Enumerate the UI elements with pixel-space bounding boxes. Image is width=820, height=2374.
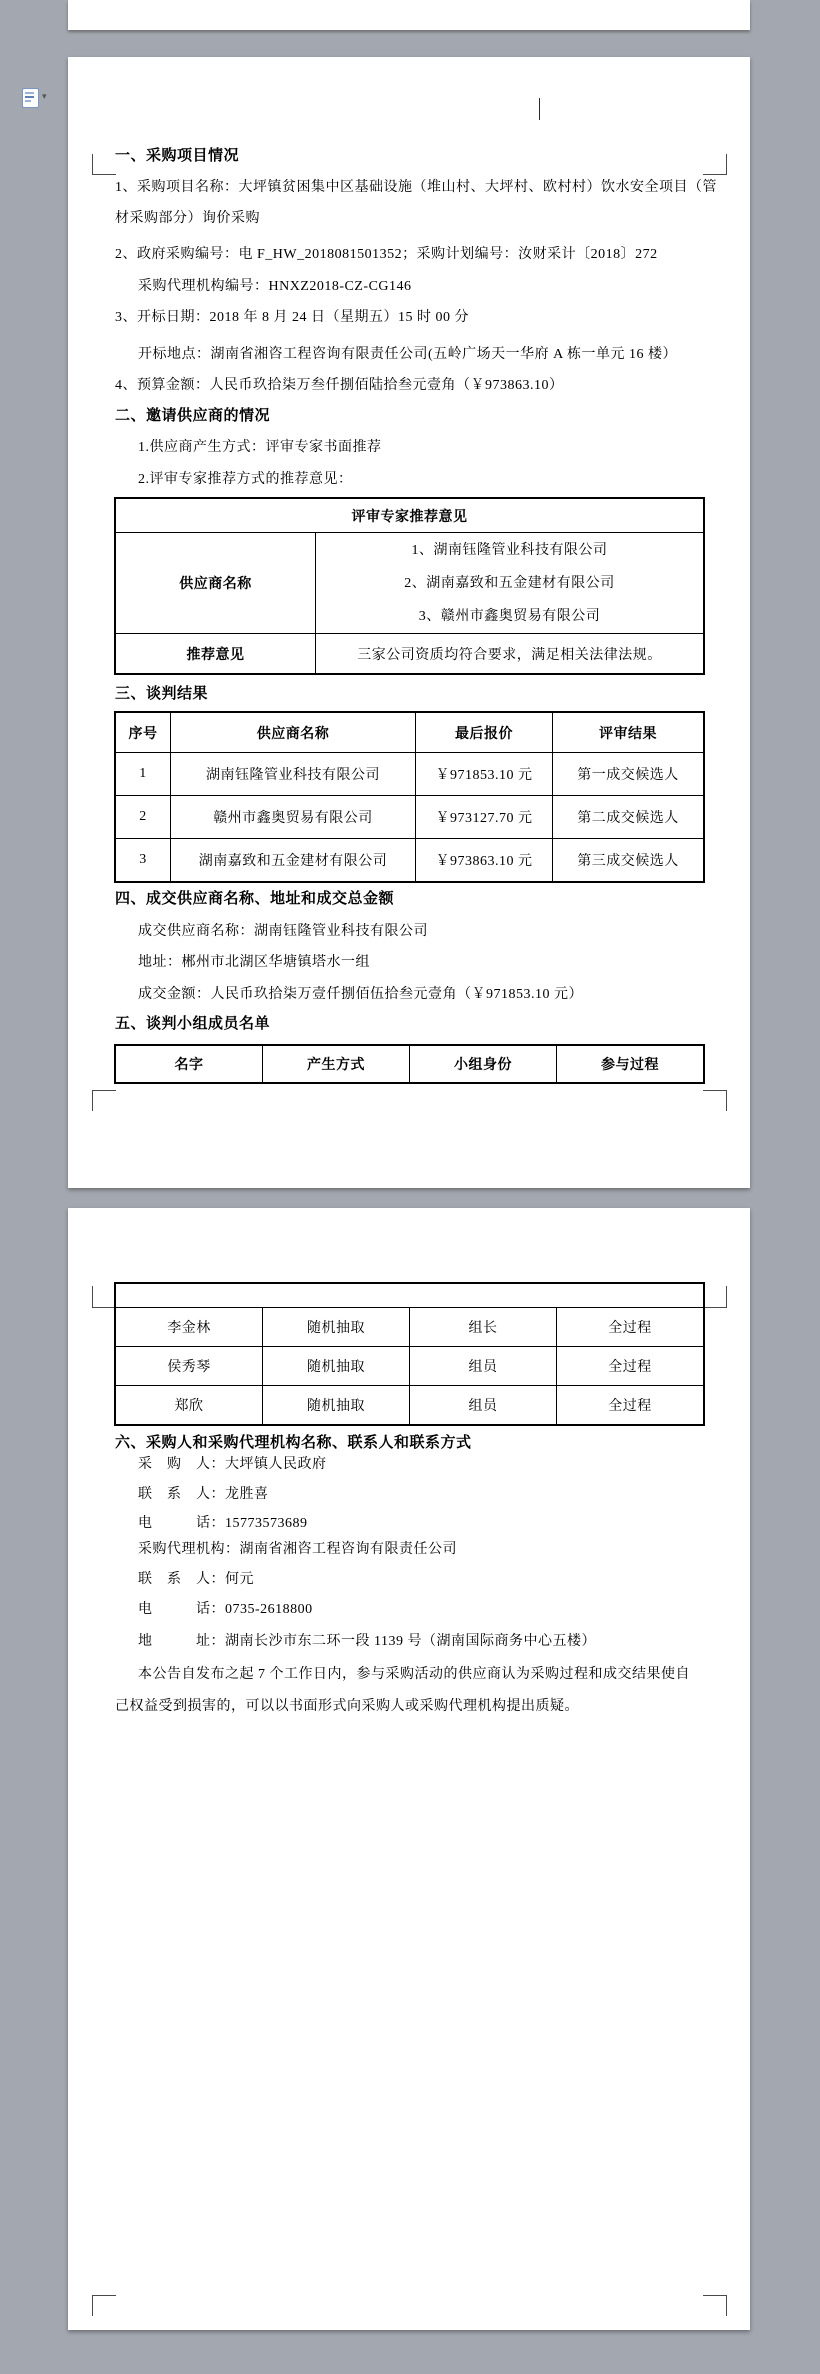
column-header: 序号	[116, 713, 171, 753]
margin-mark	[726, 154, 727, 175]
cell-name: 李金林	[116, 1308, 263, 1347]
expert-recommendation-table	[115, 498, 704, 674]
cell-supplier: 湖南嘉致和五金建材有限公司	[171, 839, 416, 882]
margin-mark	[92, 1286, 93, 1308]
cell-participation: 全过程	[557, 1386, 704, 1425]
para-line: 2.评审专家推荐方式的推荐意见：	[138, 472, 353, 487]
cell-seq: 1	[116, 753, 171, 796]
cell-role: 组员	[410, 1386, 557, 1425]
text-cursor	[539, 98, 540, 120]
cell-method: 随机抽取	[263, 1308, 410, 1347]
para-line: 3、开标日期：2018 年 8 月 24 日（星期五）15 时 00 分	[115, 310, 469, 325]
contact-line: 采购代理机构：湖南省湘咨工程咨询有限责任公司	[138, 1542, 457, 1557]
cell-supplier: 赣州市鑫奥贸易有限公司	[171, 796, 416, 839]
column-header: 小组身份	[410, 1046, 557, 1083]
para-line: 4、预算金额：人民币玖拾柒万叁仟捌佰陆拾叁元壹角（￥973863.10）	[115, 378, 564, 393]
supplier-line: 3、赣州市鑫奥贸易有限公司	[418, 608, 601, 624]
contact-line: 联 系 人：何元	[138, 1572, 254, 1587]
empty-cell	[116, 1284, 704, 1308]
section-heading-6: 六、采购人和采购代理机构名称、联系人和联系方式	[115, 1435, 472, 1451]
page-2[interactable]	[68, 1208, 750, 2330]
cell-result: 第二成交候选人	[553, 796, 704, 839]
margin-mark	[92, 1090, 116, 1091]
column-header: 评审结果	[553, 713, 704, 753]
previous-page-bottom	[68, 0, 750, 30]
table-row	[116, 1386, 704, 1425]
margin-mark	[92, 2295, 116, 2296]
row-label-cell: 推荐意见	[116, 634, 316, 674]
section-heading-2: 二、邀请供应商的情况	[115, 408, 271, 424]
suppliers-cell	[316, 533, 704, 634]
section-heading-5: 五、谈判小组成员名单	[115, 1016, 271, 1032]
para-line: 成交金额：人民币玖拾柒万壹仟捌佰伍拾叁元壹角（￥971853.10 元）	[138, 987, 583, 1002]
para-line: 开标地点：湖南省湘咨工程咨询有限责任公司(五岭广场天一华府 A 栋一单元 16 楼）	[138, 347, 677, 362]
para-line: 采购代理机构编号：HNXZ2018-CZ-CG146	[138, 279, 412, 294]
table-row	[116, 753, 704, 796]
table-row	[116, 839, 704, 882]
margin-mark	[703, 174, 727, 175]
supplier-line: 1、湖南钰隆管业科技有限公司	[411, 542, 608, 558]
cell-price: ￥971853.10 元	[416, 753, 553, 796]
section-heading-4: 四、成交供应商名称、地址和成交总金额	[115, 891, 395, 907]
column-header: 产生方式	[263, 1046, 410, 1083]
cell-seq: 2	[116, 796, 171, 839]
chevron-down-icon[interactable]: ▾	[42, 92, 47, 102]
margin-mark	[703, 1307, 727, 1308]
cell-method: 随机抽取	[263, 1347, 410, 1386]
page-1[interactable]	[68, 57, 750, 1188]
cell-participation: 全过程	[557, 1308, 704, 1347]
contact-line: 电 话：15773573689	[138, 1516, 308, 1531]
cell-result: 第三成交候选人	[553, 839, 704, 882]
para-line: 地址：郴州市北湖区华塘镇塔水一组	[138, 955, 370, 970]
cell-result: 第一成交候选人	[553, 753, 704, 796]
para-line: 2、政府采购编号：电 F_HW_2018081501352；采购计划编号：汝财采计〔2018〕272	[115, 247, 658, 262]
table-continuation-empty-row	[116, 1284, 704, 1308]
margin-mark	[703, 2295, 727, 2296]
column-header: 最后报价	[416, 713, 553, 753]
cell-supplier: 湖南钰隆管业科技有限公司	[171, 753, 416, 796]
section-heading-3: 三、谈判结果	[115, 686, 209, 702]
supplier-line: 2、湖南嘉致和五金建材有限公司	[404, 575, 615, 591]
cell-name: 侯秀琴	[116, 1347, 263, 1386]
contact-line: 采 购 人：大坪镇人民政府	[138, 1457, 327, 1472]
table-row	[116, 1308, 704, 1347]
cell-participation: 全过程	[557, 1347, 704, 1386]
contact-line: 电 话：0735-2618800	[138, 1602, 313, 1617]
column-header: 名字	[116, 1046, 263, 1083]
opinion-cell: 三家公司资质均符合要求，满足相关法律法规。	[316, 634, 704, 674]
margin-mark	[726, 1286, 727, 1308]
margin-mark	[703, 1090, 727, 1091]
margin-mark	[92, 1307, 116, 1308]
team-table-continued	[115, 1283, 704, 1425]
notice-line: 本公告自发布之起 7 个工作日内，参与采购活动的供应商认为采购过程和成交结果使自	[138, 1667, 690, 1682]
para-line: 成交供应商名称：湖南钰隆管业科技有限公司	[138, 924, 428, 939]
cell-seq: 3	[116, 839, 171, 882]
column-header: 供应商名称	[171, 713, 416, 753]
row-label-cell: 供应商名称	[116, 533, 316, 634]
margin-mark	[726, 1090, 727, 1111]
margin-mark	[726, 2295, 727, 2316]
contact-line: 联 系 人：龙胜喜	[138, 1487, 269, 1502]
cell-method: 随机抽取	[263, 1386, 410, 1425]
section-heading-1: 一、采购项目情况	[115, 148, 240, 164]
cell-role: 组长	[410, 1308, 557, 1347]
table-title-cell: 评审专家推荐意见	[116, 499, 704, 533]
table-row	[116, 796, 704, 839]
column-header: 参与过程	[557, 1046, 704, 1083]
margin-mark	[92, 154, 93, 175]
para-line: 材采购部分）询价采购	[115, 211, 260, 226]
cell-price: ￥973863.10 元	[416, 839, 553, 882]
notice-line: 己权益受到损害的，可以以书面形式向采购人或采购代理机构提出质疑。	[115, 1699, 579, 1714]
margin-mark	[92, 1090, 93, 1111]
margin-mark	[92, 2295, 93, 2316]
table-row	[116, 1347, 704, 1386]
negotiation-result-table	[115, 712, 704, 882]
cell-name: 郑欣	[116, 1386, 263, 1425]
para-line: 1.供应商产生方式：评审专家书面推荐	[138, 440, 382, 455]
contact-line: 地 址：湖南长沙市东二环一段 1139 号（湖南国际商务中心五楼）	[138, 1634, 596, 1649]
margin-mark	[92, 174, 116, 175]
paste-options-icon[interactable]	[22, 88, 56, 108]
cell-price: ￥973127.70 元	[416, 796, 553, 839]
paste-options-glyph	[22, 88, 39, 108]
team-table-header	[115, 1045, 704, 1083]
para-line: 1、采购项目名称：大坪镇贫困集中区基础设施（堆山村、大坪村、欧村村）饮水安全项目（管	[115, 180, 717, 195]
cell-role: 组员	[410, 1347, 557, 1386]
